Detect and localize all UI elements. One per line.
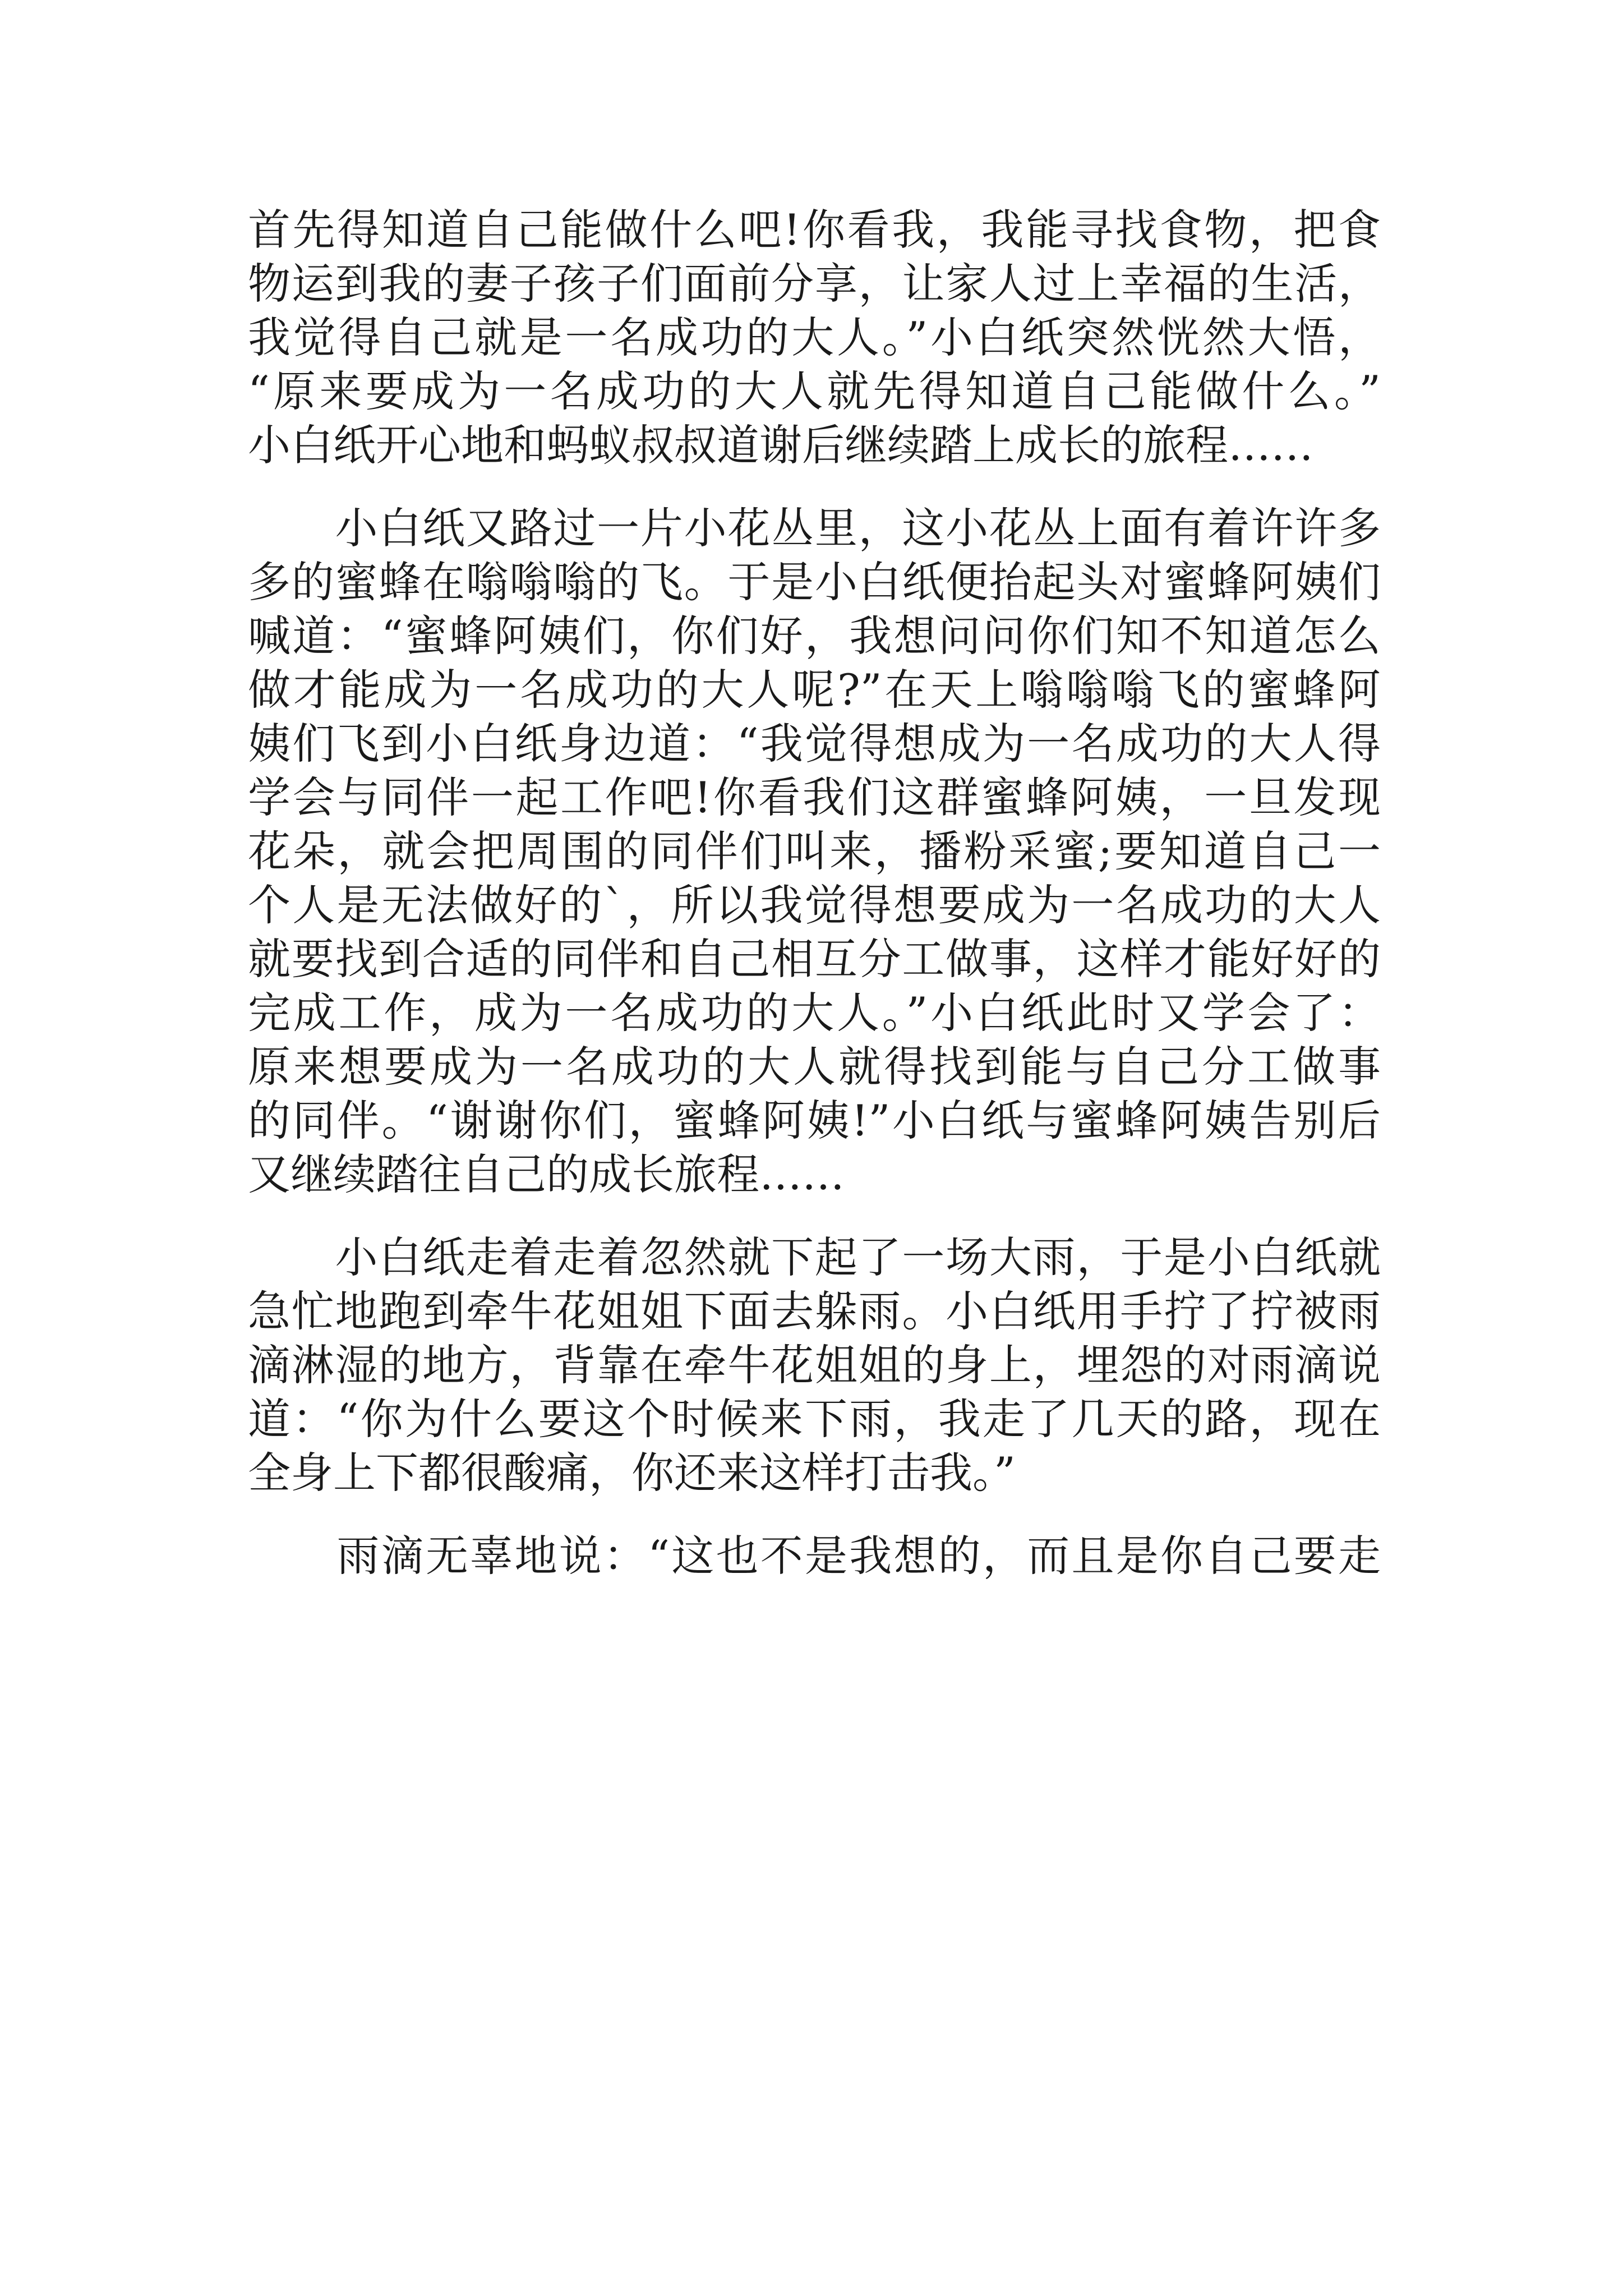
text-line: 物运到我的妻子孩子们面前分享，让家人过上幸福的生活， bbox=[248, 259, 1381, 309]
text-line: 小白纸开心地和蚂蚁叔叔道谢后继续踏上成长的旅程…… bbox=[248, 420, 1313, 470]
text-line: 全身上下都很酸痛，你还来这样打击我。” bbox=[248, 1448, 1016, 1498]
text-line: 个人是无法做好的`，所以我觉得想要成为一名成功的大人 bbox=[248, 880, 1381, 930]
text-line: 学会与同伴一起工作吧!你看我们这群蜜蜂阿姨，一旦发现 bbox=[248, 772, 1381, 822]
text-line: 原来想要成为一名成功的大人就得找到能与自己分工做事 bbox=[248, 1042, 1381, 1092]
text-line: 姨们飞到小白纸身边道：“我觉得想成为一名成功的大人得 bbox=[248, 719, 1381, 769]
paragraph-gap bbox=[248, 472, 1381, 501]
text-line: 又继续踏往自己的成长旅程…… bbox=[248, 1149, 845, 1199]
text-line: 小白纸走着走着忽然就下起了一场大雨，于是小白纸就 bbox=[248, 1232, 1381, 1282]
text-line: 道：“你为什么要这个时候来下雨，我走了几天的路，现在 bbox=[248, 1394, 1381, 1444]
text-line: 的同伴。“谢谢你们，蜜蜂阿姨!”小白纸与蜜蜂阿姨告别后 bbox=[248, 1096, 1381, 1145]
text-line: 就要找到合适的同伴和自己相互分工做事，这样才能好好的 bbox=[248, 934, 1381, 984]
text-line: 滴淋湿的地方，背靠在牵牛花姐姐的身上，埋怨的对雨滴说 bbox=[248, 1340, 1381, 1390]
paragraph-gap bbox=[248, 1500, 1381, 1529]
text-line: 完成工作，成为一名成功的大人。”小白纸此时又学会了： bbox=[248, 988, 1381, 1038]
text-line: 雨滴无辜地说：“这也不是我想的，而且是你自己要走 bbox=[248, 1531, 1381, 1581]
text-line: 急忙地跑到牵牛花姐姐下面去躲雨。小白纸用手拧了拧被雨 bbox=[248, 1286, 1381, 1336]
text-line: 做才能成为一名成功的大人呢?”在天上嗡嗡嗡飞的蜜蜂阿 bbox=[248, 665, 1381, 715]
text-line: 花朵，就会把周围的同伴们叫来，播粉采蜜;要知道自己一 bbox=[248, 826, 1381, 876]
text-line: 首先得知道自己能做什么吧!你看我，我能寻找食物，把食 bbox=[248, 205, 1381, 255]
text-line: 我觉得自己就是一名成功的大人。”小白纸突然恍然大悟， bbox=[248, 312, 1381, 362]
paragraph-gap bbox=[248, 1202, 1381, 1231]
story-text bbox=[248, 203, 1381, 1583]
text-line: “原来要成为一名成功的大人就先得知道自己能做什么。” bbox=[248, 366, 1381, 416]
text-line: 喊道：“蜜蜂阿姨们，你们好，我想问问你们知不知道怎么 bbox=[248, 611, 1381, 661]
text-line: 多的蜜蜂在嗡嗡嗡的飞。于是小白纸便抬起头对蜜蜂阿姨们 bbox=[248, 557, 1381, 607]
text-line: 小白纸又路过一片小花丛里，这小花丛上面有着许许多 bbox=[248, 503, 1381, 553]
